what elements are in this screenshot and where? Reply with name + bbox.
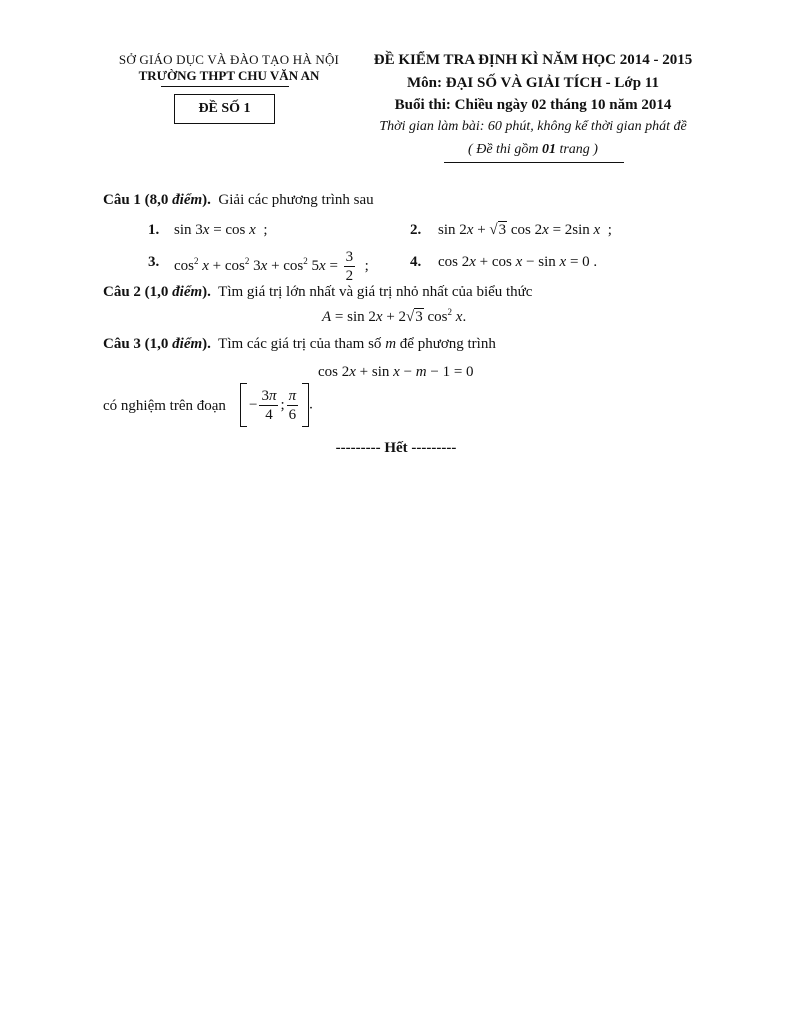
q1-item-2-num: 2. [410, 222, 422, 238]
school-name: TRƯỜNG THPT CHU VĂN AN [138, 68, 320, 83]
q3-label: Câu 3 (1,0 [103, 336, 173, 352]
q2-label-end: ). [202, 284, 211, 300]
q2-expression: A = sin 2x + 2√3 $\cos^2 x$. [322, 307, 467, 325]
pages-count: 01 [541, 142, 556, 157]
exam-title: ĐỀ KIỂM TRA ĐỊNH KÌ NĂM HỌC 2014 - 2015 [373, 52, 693, 68]
q3-label-end: ). [202, 336, 211, 352]
q1-label-end: ). [202, 192, 211, 208]
q2-instruction: Tìm giá trị lớn nhất và giá trị nhỏ nhất của biểu thức [218, 284, 533, 300]
q3-interval-text: có nghiệm trên đoạn [103, 398, 226, 414]
end-marker: --------- Hết --------- [335, 440, 457, 456]
q3-param: m [385, 336, 397, 352]
q3-equation: cos 2x + sin x − m − 1 = 0 [318, 364, 474, 380]
exam-subject: Môn: ĐẠI SỐ VÀ GIẢI TÍCH - Lớp 11 [407, 75, 659, 91]
q1-item-3-num: 3. [148, 254, 160, 270]
question-3-heading [103, 336, 496, 353]
q1-equation-2: sin 2x + √3 cos 2x = 2sin x ; [438, 222, 612, 238]
q3-text-before: Tìm các giá trị của tham số [218, 336, 386, 352]
pages-underline [444, 162, 624, 163]
q1-item-4-num: 4. [410, 254, 422, 270]
exam-pages [420, 142, 646, 158]
q1-instruction: Giải các phương trình sau [218, 192, 374, 208]
q2-points-word: điểm [172, 284, 203, 300]
pages-prefix: ( Đề thi gồm [468, 142, 542, 157]
exam-code: ĐỀ SỐ 1 [198, 101, 251, 116]
q3-interval: − $\frac{3\pi}{4}$ ; $\frac{\pi}{6}$ . [240, 383, 313, 427]
q1-points-word: điểm [172, 192, 203, 208]
question-2-heading [103, 284, 532, 301]
q1-equation-1: sin 3x = cos x ; [174, 222, 268, 238]
school-underline [161, 86, 289, 87]
q1-item-1-num: 1. [148, 222, 160, 238]
q3-points-word: điểm [172, 336, 203, 352]
q1-label: Câu 1 (8,0 [103, 192, 173, 208]
q1-equation-4: cos 2x + cos x − sin x = 0 . [438, 254, 598, 270]
q1-equation-3: $\cos^2 x + \cos^2 3x + \cos^2 5x$ = $\frac{3}{2}$ ; [174, 249, 369, 285]
exam-session: Buổi thi: Chiều ngày 02 tháng 10 năm 2014 [394, 97, 672, 113]
pages-suffix: trang ) [555, 142, 598, 157]
department-name: SỞ GIÁO DỤC VÀ ĐÀO TẠO HÀ NỘI [118, 52, 340, 67]
q3-text-after: để phương trình [396, 336, 496, 352]
question-1-heading [103, 192, 374, 209]
exam-duration: Thời gian làm bài: 60 phút, không kể thời gian phát đề [379, 119, 687, 134]
q2-label: Câu 2 (1,0 [103, 284, 173, 300]
